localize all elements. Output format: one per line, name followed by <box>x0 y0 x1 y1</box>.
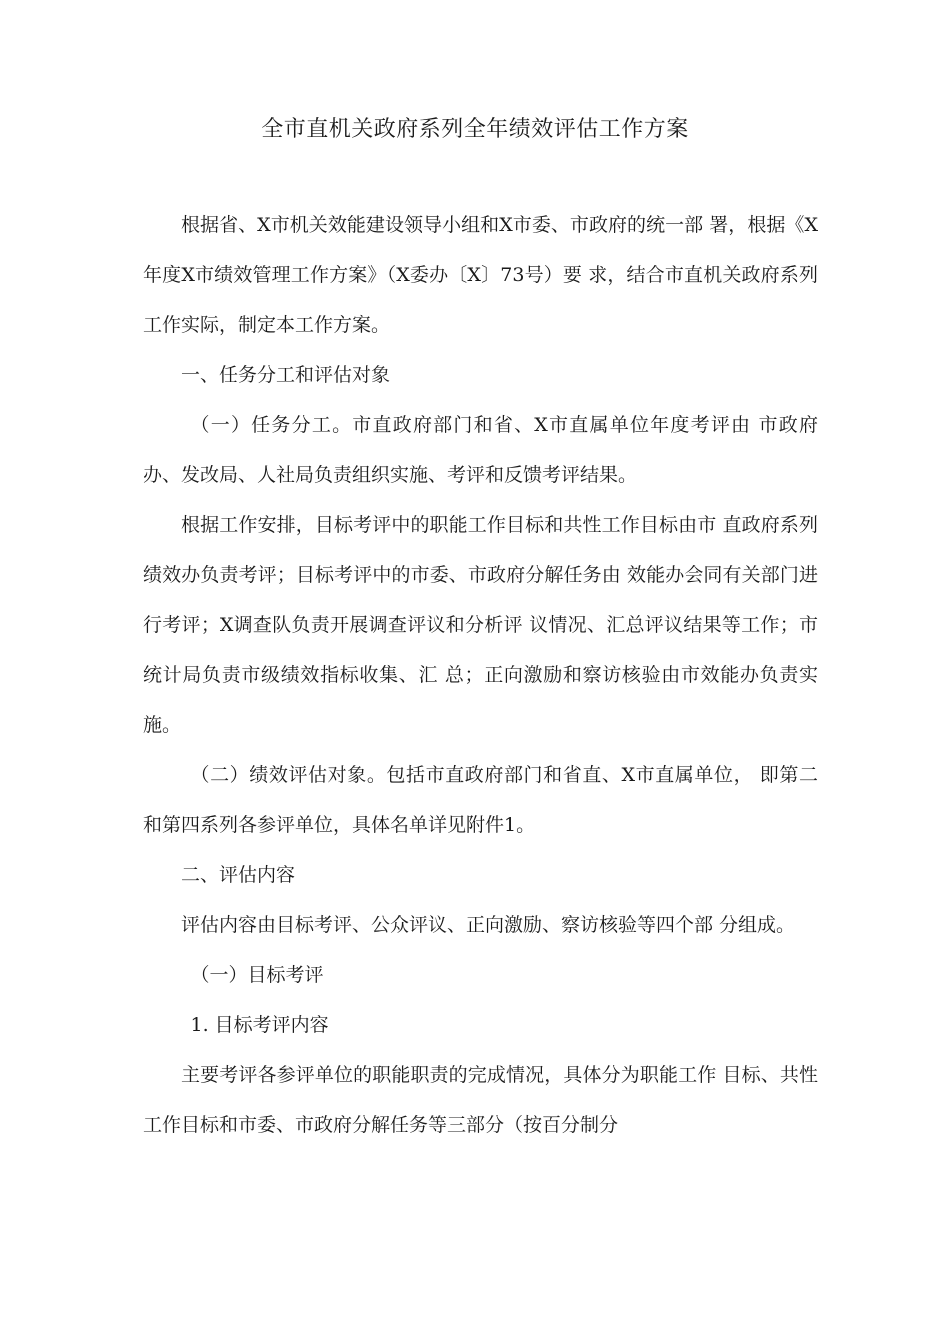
paragraph-target-content: 主要考评各参评单位的职能职责的完成情况，具体分为职能工作 目标、共性工作目标和市委、市政府分解任务等三部分（按百分制分 <box>143 1064 818 1136</box>
paragraph-evaluation-content: 评估内容由目标考评、公众评议、正向激励、察访核验等四个部 分组成。 <box>181 914 796 936</box>
paragraph-intro: 根据省、X市机关效能建设领导小组和X市委、市政府的统一部 署，根据《X年度X市绩效管理工作方案》（X委办〔X〕73号）要 求，结合市直机关政府系列工作实际，制定本工作方案。 <box>143 214 818 336</box>
section-heading-2: 二、评估内容 <box>181 864 296 886</box>
document-title: 全市直机关政府系列全年绩效评估工作方案 <box>261 117 689 142</box>
subsection-heading-target: （一）目标考评 <box>190 964 324 986</box>
document-body <box>143 200 818 1150</box>
paragraph-work-arrangement: 根据工作安排，目标考评中的职能工作目标和共性工作目标由市 直政府系列绩效办负责考评；目标考评中的市委、市政府分解任务由 效能办会同有关部门进行考评；X调查队负责开展调查评议和分析评 议情况、汇总评议结果等工作；市统计局负责市级绩效指标收集、汇 总；正向激励和察访核验由市效能办负责实施。 <box>143 514 818 736</box>
section-heading-1: 一、任务分工和评估对象 <box>181 364 391 386</box>
paragraph-evaluation-objects: （二）绩效评估对象。包括市直政府部门和省直、X市直属单位， 即第二和第四系列各参评单位，具体名单详见附件1。 <box>143 764 818 836</box>
item-heading-target-content: 1. 目标考评内容 <box>190 1014 329 1036</box>
paragraph-task-division: （一）任务分工。市直政府部门和省、X市直属单位年度考评由 市政府办、发改局、人社局负责组织实施、考评和反馈考评结果。 <box>143 414 818 486</box>
